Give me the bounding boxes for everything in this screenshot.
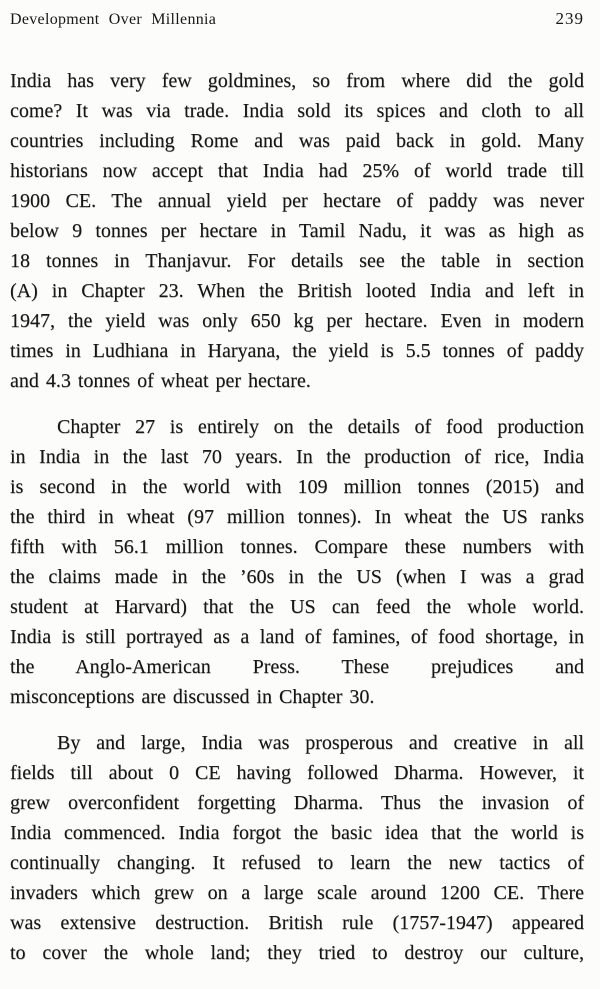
text-line: grew overconfident forgetting Dharma. Thus the invasion of — [10, 792, 584, 814]
text-line: India is still portrayed as a land of famines, of food shortage, in — [10, 626, 584, 648]
text-line: 1900 CE. The annual yield per hectare of paddy was never — [10, 190, 584, 212]
text-line: and 4.3 tonnes of wheat per hectare. — [10, 370, 311, 392]
text-line: fields till about 0 CE having followed Dharma. However, it — [10, 762, 584, 784]
paragraph — [10, 728, 584, 968]
text-line: is second in the world with 109 million tonnes (2015) and — [10, 476, 584, 498]
text-line: in India in the last 70 years. In the production of rice, India — [10, 446, 584, 468]
text-line: misconceptions are discussed in Chapter 30. — [10, 686, 375, 708]
paragraph — [10, 66, 584, 396]
text-line: below 9 tonnes per hectare in Tamil Nadu, it was as high as — [10, 220, 584, 242]
text-line: the Anglo-American Press. These prejudices and — [10, 656, 584, 678]
page-number: 239 — [555, 9, 584, 28]
text-line: times in Ludhiana in Haryana, the yield is 5.5 tonnes of paddy — [10, 340, 584, 362]
text-line: come? It was via trade. India sold its spices and cloth to all — [10, 100, 584, 122]
page-body — [10, 66, 584, 968]
text-line: Chapter 27 is entirely on the details of food production — [57, 416, 584, 438]
running-head-title: Development Over Millennia — [10, 11, 217, 28]
text-line: India has very few goldmines, so from where did the gold — [10, 70, 584, 92]
text-line: historians now accept that India had 25% of world trade till — [10, 160, 584, 182]
text-line: 1947, the yield was only 650 kg per hectare. Even in modern — [10, 310, 584, 332]
text-line: (A) in Chapter 23. When the British looted India and left in — [10, 280, 584, 302]
text-line: India commenced. India forgot the basic idea that the world is — [10, 822, 584, 844]
text-line: the third in wheat (97 million tonnes). In wheat the US ranks — [10, 506, 584, 528]
text-line: invaders which grew on a large scale around 1200 CE. There — [10, 882, 584, 904]
text-line: countries including Rome and was paid back in gold. Many — [10, 130, 584, 152]
text-line: fifth with 56.1 million tonnes. Compare these numbers with — [10, 536, 584, 558]
paragraph — [10, 412, 584, 712]
text-line: By and large, India was prosperous and creative in all — [57, 732, 584, 754]
text-line: continually changing. It refused to learn the new tactics of — [10, 852, 584, 874]
text-line: to cover the whole land; they tried to destroy our culture, — [10, 942, 584, 964]
text-line: was extensive destruction. British rule (1757-1947) appeared — [10, 912, 584, 934]
text-line: the claims made in the ’60s in the US (when I was a grad — [10, 566, 584, 588]
page-header — [10, 9, 584, 30]
text-line: 18 tonnes in Thanjavur. For details see the table in section — [10, 250, 584, 272]
text-line: student at Harvard) that the US can feed the whole world. — [10, 596, 584, 618]
